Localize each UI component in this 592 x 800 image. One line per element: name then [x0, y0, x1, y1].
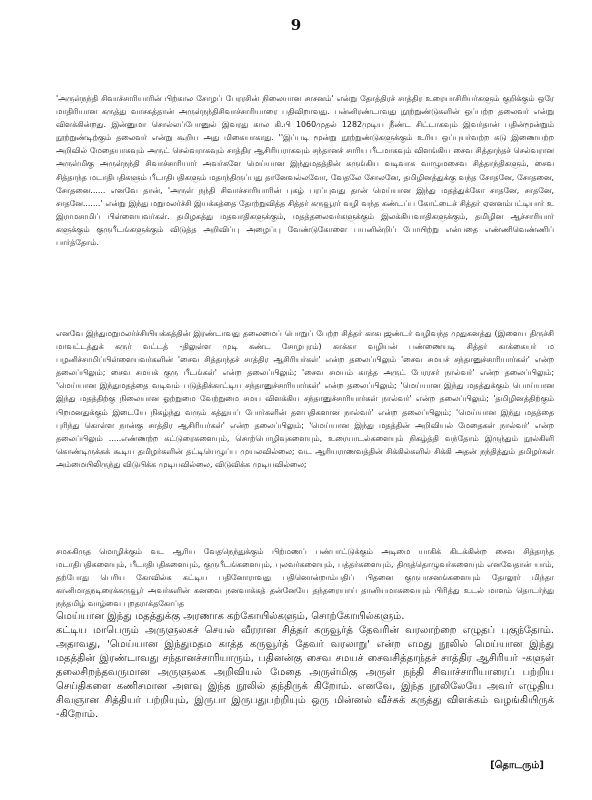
- page-number: 9: [290, 16, 302, 34]
- paragraph-3: [56, 545, 554, 722]
- paragraph-2: எனவே இந்துமறுமலர்ச்சியியக்கத்தின் இரண்டாவது தலைமைப் பொறுப் பேற்ற சித்தர் காகபுஜண்டர் வழிவந்த முதுகனத்து (இளைய திருச்சி மாவட்டத்துக் கருர் வட்டத் -திலுள்ள முடி கண்ட சோழபுரம்) காக்கா வழியன் பண்ணையடி சித்தர் காக்கையர் ம பழனிச்சாமிப்பிள்ளையவர்களின் 'சைவ சித்தாந்தச் சாத்திர ஆசிரியர்கள்' என்ற தலைப்பிலும் 'சைவ சமயச் சந்தானுச்சாரியார்கள்' என்ற தலைப்பிலும்; சைவ சமயக் குரு பீடங்கள்' என்ற தலைப்பிலும்; 'சைவ சமயம் காத்த அருட் பேரரசர் நால்வர்' என்ற தலைப்பிலும்; 'மெய்யான இந்துமதத்தை வடிவம் படுத்திக்காட்டிய சந்தானுச்சாரியார்கள்' என்ற தலைப்பிலும்; 'மெய்யான இந்து மதத்துக்கும் பொய்யான இந்து மதத்திற்கு நிலையான ஓற்றுமை வேற்றுமை சமய விளக்கிய சந்தானுச்சாரியார்கள் நால்வர்' என்ற தலைப்பிலும்; 'தமிழினத்திற்கும் பிறமனதுக்கும் இடையே நிகழ்ந்து வரும் கத்துயப் போர்களின் தளபதிகளான நால்வர்' என்ற தலைப்பிலும்; 'மெய்யான இந்து மதத்தை புரிந்து கொள்ள நான்கு சாத்திர ஆசிரியர்கள்' என்ற தலைப்பிலும்; 'மெய்யான இந்து மதத்தின் அறிவியல் மேதைகள் நால்வர்' என்ற தலைப்பிலும் .....எண்ணற்ற கட்டுரைகளையும், சொற்பொழிவுகளையும், உரையாடல்களையும் நிகழ்த்தி வந்தோம் இருந்தும் நூல்கிளி கொண்டிருக்கக் கூடிய தமிழர்களின் தட்டியெழுப்ப முயலவில்லை; வட ஆரியராணவத்தின் சிக்கில்களில் சிக்கி அதன் நந்தித்தும் தமிழர்கள் அம்மையிலிருந்து விடுபிக்க முடியவில்லை, விடுவிக்க முடியவில்லை;: [56, 329, 554, 469]
- paragraph-3-emphasis-line: மெய்யான இந்து மதத்துக்கு அரணாக கற்கோயில்களும், சொற்கோயில்களும்.: [56, 611, 405, 623]
- paragraph-3-part-1: சமசுகிருத மொழிக்கும் வட ஆரிய வேதநெந்துக்கும் பிற்மணப் பண்பாட்டுக்கும் அடிமை யாகிக் கிடக்கின்ற சைவ சித்தாந்த மடாதிபதிகளையும், பீடாதிபதிகளையும், குருபீடங்களையும், புலவர்களையும், பத்தர்களையும், திருத்தொழுவர்களையும் எனவேதான் யாம், தற்போது பெரிய கோவில்க கட்டிய பதினோராவது பதினொன்றாம்பதிப் பிதனை குருபாசனங்களையும் தோலூர் மிந்தா கானிமாதநடிரைக்கருவூர் அவர்களின் கனவை நனவாக்கத் தன்னேயே தந்தரையாய் தானியமாகவையும் பிரித்து உடல் மாளம் தொடர்ந்து நந்தமிழ் வாழ்வை புறதராக்தகோப்த: [56, 547, 554, 609]
- paragraph-3-part-2: கட்டிய மாபெரும் அருளுலகச் செயல் வீரரான சித்தர் கருவூர்த் தேவரின் வரலாற்றை எழுதப் புகுந்தோம். அதாவது, 'மெய்யான இந்துமதம காத்த கருவூர்த் தேவர் வரலாறு' என்ற எமது நூலில் மெய்யான இந்து மதத்தின் இரண்டாவது சந்தானச்சாரியாரும், பதினன்கு சைவ சமயச் சைவசித்தாந்தச் சாத்திர ஆசிரியர் -களுள் தலைசிறந்தவருமான அருளுலக அறிவியல் மேதை அருள்மிகு அருள் நந்தி சிவாச்சாரியாரைப் பற்றிய செய்திகளை கணிசமான அளவு இந்த நூலில் தந்திருக் கிறோம். எனவே, இந்த நூலிலேயே அவர் எழுதிய சிவஞான சித்தியர் பற்றியும், இருபா இருபதுபற்றியும் ஒரு மின்னல் வீச்சுக் கருத்து விளக்கம் வழங்கியிருக் -கிறோம்.: [56, 625, 554, 721]
- paragraph-1: 'அருள்நந்தி சிவாச்சாரியாரின் பிற்கால சோழப் பேரரசின் நிலையான சாசனம்' என்று தோத்திரச் சாத்திர உரையாசிரியர்களும் குறிக்கும் ஒரே மாதிரியான கருத்து வாசகத்தான் அருள்நந்திசிவாச்சாரியாரை பதிவிறாவது. பன்னிரண்டாவது நூற்றுண்டுகளின் ஒப்பற்ற தலைவர் என்று விளக்கின்றது. இன்னுமா சொல்லப்போனுல் இவரது கால கி.பி 1060முதல் 1282முடிய நீண்ட சிட்டாகவும் இவர்தான் பதின்மூன்றும் நூற்றுண்டிற்கும் தலைவர் என்று கூறிய அது மிகையாகாது. ''இப்படி மூன்று நூற்றுண்டுகளுக்கும் உரிய ஒப்புயர்வற்ற சுடு இணையற்ற அறிவில் மேதையாகவும் அருட் செல்வராகவும் சாத்திர ஆசிரியராகவும் சந்தானச் சாரிய பீடமாகவும் விளங்கிய சைவ சித்தாந்தச் செல்வரான அருள்மிகு அருள்நந்தி சிவாச்சாரியார் அவர்களே மெய்யான இந்துமதத்தின் கருங்கிய வடிவாக வாழுமசைவ சித்தாந்திகளும், சைவ சித்தாந்த மடாதிபதிகளும் பீடாதிபதிகளும் மதாந்திருப்பது தானேவல்லவோ, வேதலே சோலனே, தமிழினத்துக்கு வந்த சோதனே, சோதனை, சோதனை...... எனவே தான், 'அருள் நந்தி சிவாச்சாரியாரின் புகழ் பரப்புவது தான் மெய்யான இந்து மதத்துக்கோ சாதனே, சாதனே, சாதனே.......' என்று இந்து மறுமலர்ச்சி இயக்கத்தை தோற்றுவித்த சித்தர் கருவூரர் வழி வந்த கண்டப்ப கோட்டைச் சித்தர் ஏனனம்பட்டியார் உ இராமசாமிப் பிள்ளையவர்கள். தமிழகத்து மதவாதிகளுக்கும், மதத்தலைவர்களுக்கும் இலக்கியவாதிகளுக்கும், தமிழின ஆச்சாரியார் களுக்கும் குருபீடங்களுக்கும் விடுத்த அறிவிப்பு அழைப்பு வேண்டுகோளை பயனின்றிப் போயிற்று என்பதை எண்ணிவெண்ணிப் பார்த்தோம்.: [56, 94, 554, 248]
- continued-label: [தொடரும்]: [490, 760, 544, 771]
